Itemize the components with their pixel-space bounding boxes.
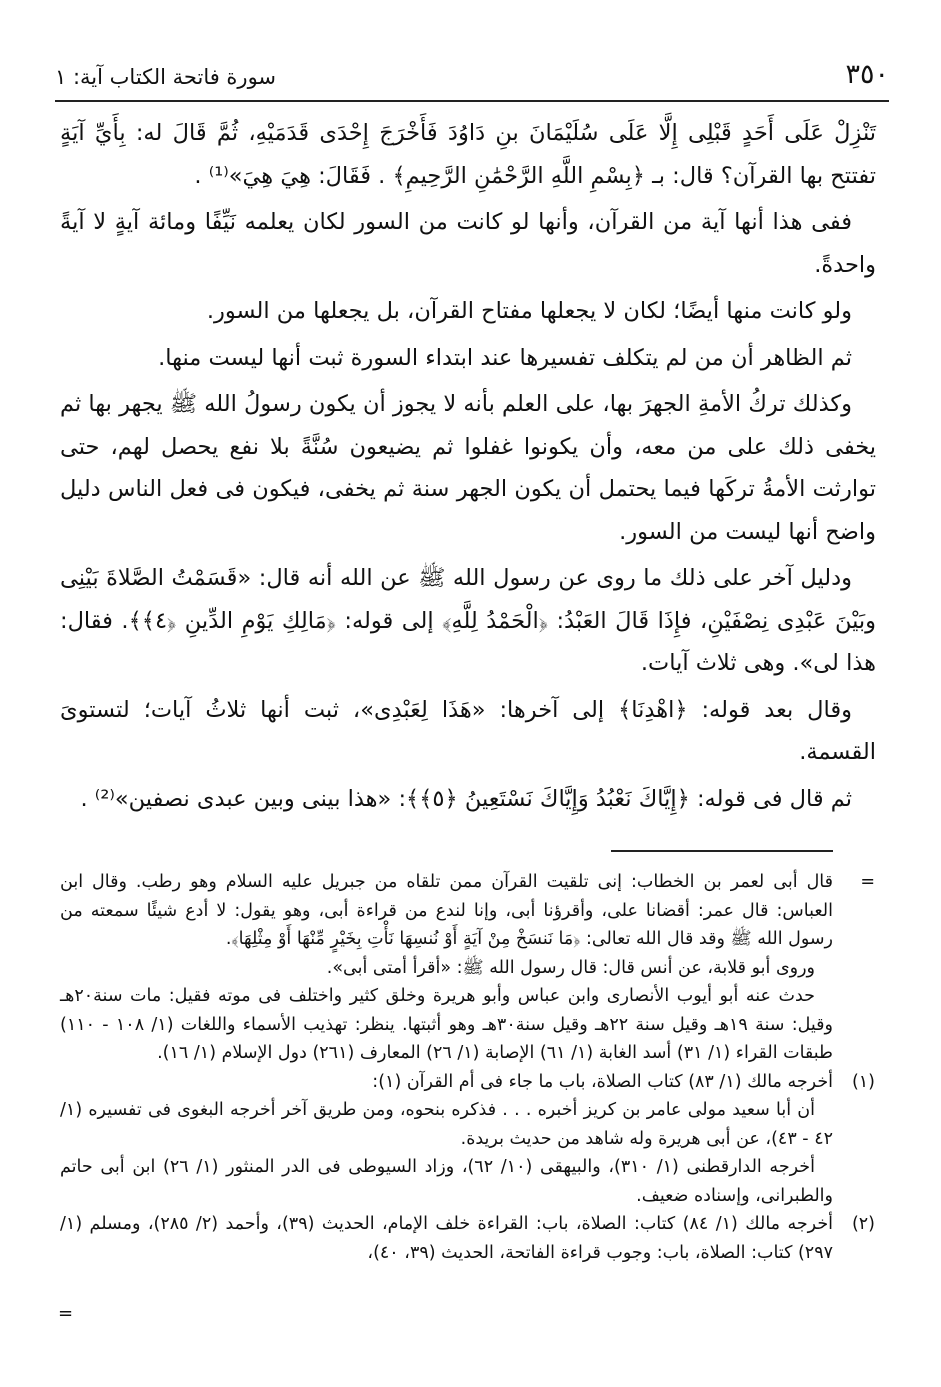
footnote-continued <box>60 868 875 1068</box>
paragraph: ففى هذا أنها آية من القرآن، وأنها لو كانت من السور لكان يعلمه نَيِّفًا ومائة آيةٍ لا آيةً واحدةً. <box>60 209 876 278</box>
footnote-marker: (٢) <box>851 1214 875 1234</box>
paragraph: ودليل آخر على ذلك ما روى عن رسول الله ﷺ عن الله أنه قال: «قَسَمْتُ الصَّلاةَ بَيْنِى وبَيْنَ عَبْدِى نِصْفَيْنِ، فإِذَا قَالَ العَبْدُ: ﴿الْحَمْدُ لِلَّهِ﴾ إلى قوله: ﴿مَالِكِ يَوْمِ الدِّينِ ﴿٤﴾﴾. فقال: هذا لى». وهى ثلاث آيات. <box>60 565 876 676</box>
paragraph: ولو كانت منها أيضًا؛ لكان لا يجعلها مفتاح القرآن، بل يجعلها من السور. <box>206 298 852 324</box>
footnote-line: أخرجه مالك (١/ ٨٣) كتاب الصلاة، باب ما جاء فى أم القرآن (١): <box>372 1071 833 1092</box>
paragraph: ثم الظاهر أن من لم يتكلف تفسيرها عند ابتداء السورة ثبت أنها ليست منها. <box>158 344 852 371</box>
footnote-marker: = <box>860 872 875 892</box>
footnote-1 <box>60 1068 875 1211</box>
continuation-marker: = <box>58 1303 74 1324</box>
page-header <box>55 58 889 98</box>
main-text <box>60 112 876 824</box>
paragraph: وكذلك تركُ الأمةِ الجهرَ بها، على العلم بأنه لا يجوز أن يكون رسولُ الله ﷺ يجهر بها ثم يخفى ذلك على من معه، وأن يكونوا غفلوا ثم يضيعون سُنَّةً بلا نفع يحصل لهم، حتى توارثت الأمةُ تركَها فيما يحتمل أن يكون الجهر سنة ثم يخفى، فيكون فى فعل الناس دليل واضح أنها ليست من السور. <box>60 391 876 545</box>
footnote-line: قال أبى لعمر بن الخطاب: إنى تلقيت القرآن ممن تلقاه من جبريل عليه السلام وهو رطب. وقال ابن العباس: قال عمر: أقضانا على، وأقرؤنا أبى، وإنا لندع من قراءة أبى، وهو يقول: لا أدع شيئًا سمعته من رسول الله ﷺ وقد قال الله تعالى: ﴿مَا نَنسَخْ مِنْ آيَةٍ أَوْ نُنسِهَا نَأْتِ بِخَيْرٍ مِّنْهَا أَوْ مِثْلِهَا﴾. <box>60 872 833 949</box>
footnote-2 <box>60 1210 875 1267</box>
footnote-line: أن أبا سعيد مولى عامر بن كريز أخبره . . . فذكره بنحوه، ومن طريق آخر أخرجه البغوى فى تفسيره (١/ ٤٢ - ٤٣)، عن أبى هريرة وله شاهد من حديث بريدة. <box>60 1100 833 1149</box>
footnote-line: حدث عنه أبو أيوب الأنصارى وابن عباس وأبو هريرة وخلق كثير واختلف فى موته فقيل: مات سنة٢٠هـ وقيل: سنة ١٩هـ وقيل سنة ٢٢هـ وقيل سنة٣٠هـ وهو أثبتها. ينظر: تهذيب الأسماء واللغات (١/ ١٠٨ - ١١٠) طبقات القراء (١/ ٣١) أسد الغابة (١/ ٦١) الإصابة (١/ ٢٦) المعارف (٢٦١) دول الإسلام (١/ ١٦). <box>60 986 833 1063</box>
footnote-separator <box>611 850 833 852</box>
running-title: سورة فاتحة الكتاب آية: ١ <box>55 65 277 89</box>
footnote-line: أخرجه الدارقطنى (١/ ٣١٠)، والبيهقى (١٠/ ٦٢)، وزاد السيوطى فى الدر المنثور (١/ ٢٦) ابن أبى حاتم والطبرانى، وإسناده ضعيف. <box>60 1157 833 1206</box>
header-rule <box>55 100 889 102</box>
paragraph: ثم قال فى قوله: ﴿إِيَّاكَ نَعْبُدُ وَإِيَّاكَ نَسْتَعِينُ ﴿٥﴾﴾: «هذا بينى وبين عبدى نصفين»⁽²⁾ . <box>80 785 852 812</box>
paragraph: تَنْزِلْ عَلَى أَحَدٍ قَبْلِى إِلَّا عَلَى سُلَيْمَانَ بنِ دَاوُدَ فَأَخْرَجَ إِحْدَى قَدَمَيْهِ، ثُمَّ قَالَ له: بِأَيِّ آيَةٍ تفتتح بها القرآن؟ قال: بـ ﴿بِسْمِ اللَّهِ الرَّحْمَٰنِ الرَّحِيمِ﴾ . فَقَالَ: هِيَ هِيَ»⁽¹⁾ . <box>60 120 876 189</box>
page-number: ٣٥٠ <box>845 59 889 90</box>
footnote-line: وروى أبو قلابة، عن أنس قال: قال رسول الله ﷺ: «أقرأ أمتى أبى». <box>326 957 815 978</box>
paragraph: وقال بعد قوله: ﴿اهْدِنَا﴾ إلى آخرها: «هَذَا لِعَبْدِى»، ثبت أنها ثلاثُ آيات؛ لتستوىَ القسمة. <box>60 696 876 765</box>
footnote-marker: (١) <box>851 1071 875 1092</box>
footnote-line: أخرجه مالك (١/ ٨٤) كتاب: الصلاة، باب: القراءة خلف الإمام، الحديث (٣٩)، وأحمد (٢/ ٢٨٥)، ومسلم (١/ ٢٩٧) كتاب: الصلاة، باب: وجوب قراءة الفاتحة، الحديث (٣٩، ٤٠)، <box>60 1214 833 1263</box>
footnotes <box>60 868 875 1267</box>
